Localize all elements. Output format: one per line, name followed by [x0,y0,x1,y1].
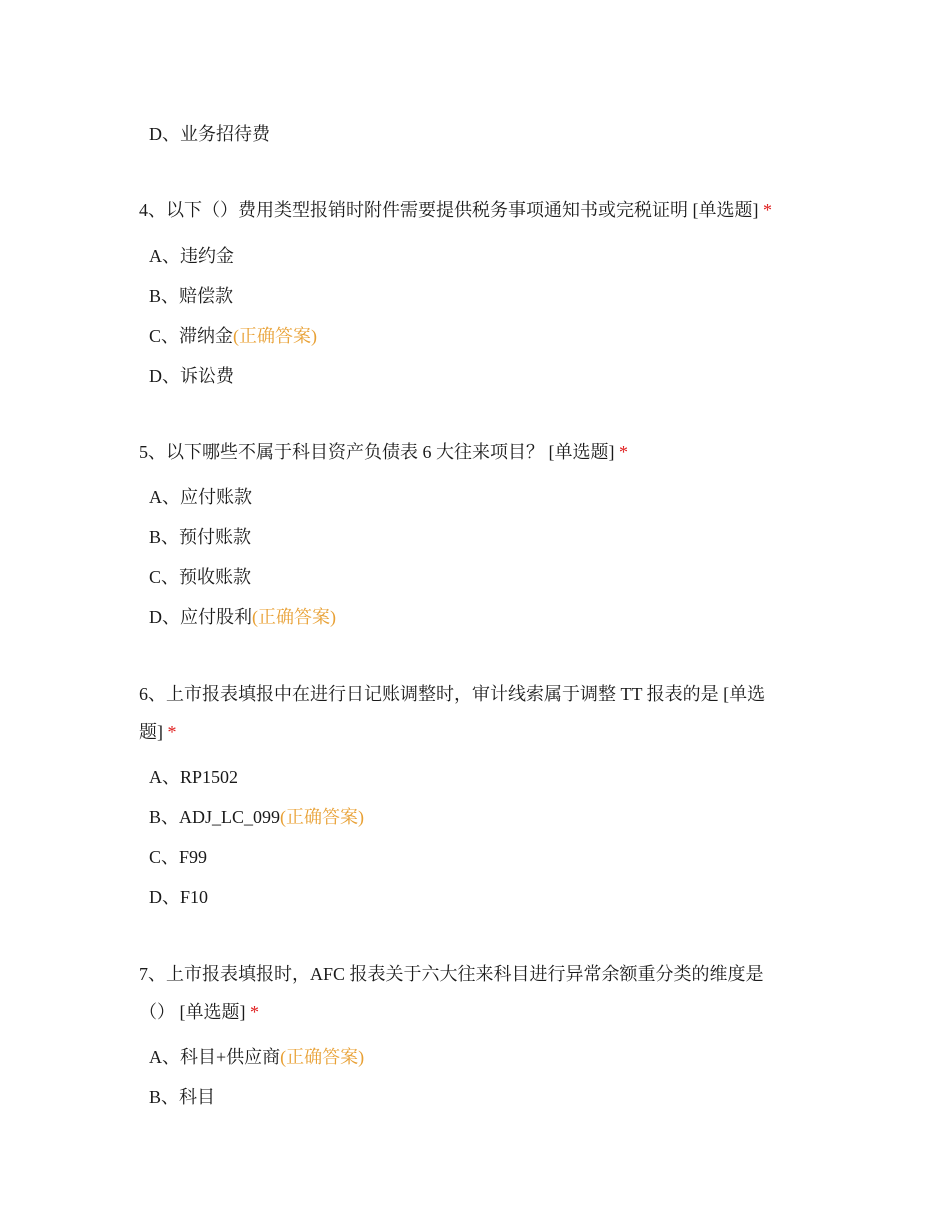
question-7-title-continued [139,1000,259,1024]
option-text: F10 [180,887,209,907]
option-letter: B、 [149,1087,180,1107]
option-letter: A、 [149,1047,180,1067]
option-text: RP1502 [180,767,239,787]
required-mark: * [250,1002,259,1022]
question-7-title [139,962,764,986]
option-letter: A、 [149,246,180,266]
q4-option-d [149,364,234,388]
question-4-title [139,198,772,222]
q5-option-b [149,525,251,549]
question-text: 题] [139,722,168,742]
q4-option-a [149,244,234,268]
option-text: ADJ_LC_099 [179,807,281,827]
option-letter: A、 [149,767,180,787]
question-text: 7、上市报表填报时，AFC 报表关于六大往来科目进行异常余额重分类的维度是 [139,964,764,984]
option-text: 科目+供应商 [180,1047,281,1067]
question-text: 6、上市报表填报中在进行日记账调整时，审计线索属于调整 TT 报表的是 [单选 [139,684,766,704]
correct-answer-tag: (正确答案) [233,326,318,346]
q6-option-b [149,805,364,829]
question-text: 4、以下（）费用类型报销时附件需要提供税务事项通知书或完税证明 [单选题] [139,200,763,220]
required-mark: * [167,722,177,742]
option-letter: B、 [149,286,180,306]
q7-option-a [149,1045,364,1069]
required-mark: * [763,200,772,220]
q5-option-d [149,605,336,629]
option-text: 应付账款 [180,487,252,507]
option-text: F99 [179,847,208,867]
correct-answer-tag: (正确答案) [252,607,336,627]
question-text: （） [单选题] [139,1002,250,1022]
question-6-title-continued [139,720,177,744]
question-text: 5、以下哪些不属于科目资产负债表 6 大往来项目？ [单选题] [139,442,619,462]
option-letter: A、 [149,487,180,507]
q6-option-c [149,845,207,869]
question-5-title [139,440,628,464]
option-letter: C、 [149,847,180,867]
q5-option-c [149,565,251,589]
q4-option-b [149,284,233,308]
option-letter: C、 [149,567,180,587]
option-text: 滞纳金 [179,326,234,346]
option-text: 应付股利 [180,607,252,627]
option-text: 预付账款 [179,527,252,547]
option-letter: D、 [149,887,180,907]
option-letter: D、 [149,607,180,627]
q7-option-b [149,1085,215,1109]
option-letter: B、 [149,807,180,827]
q6-option-a [149,765,238,789]
option-letter: C、 [149,326,180,346]
option-letter: D、 [149,366,180,386]
option-text: 违约金 [180,246,234,266]
option-letter: B、 [149,527,180,547]
required-mark: * [619,442,628,462]
q3-option-d [149,122,270,146]
q6-option-d [149,885,208,909]
q5-option-a [149,485,252,509]
option-text: 业务招待费 [180,124,270,144]
option-text: 预收账款 [179,567,252,587]
option-letter: D、 [149,124,180,144]
correct-answer-tag: (正确答案) [280,807,365,827]
option-text: 赔偿款 [179,286,234,306]
option-text: 科目 [179,1087,216,1107]
correct-answer-tag: (正确答案) [280,1047,365,1067]
q4-option-c [149,324,317,348]
option-text: 诉讼费 [180,366,234,386]
question-6-title [139,682,765,706]
